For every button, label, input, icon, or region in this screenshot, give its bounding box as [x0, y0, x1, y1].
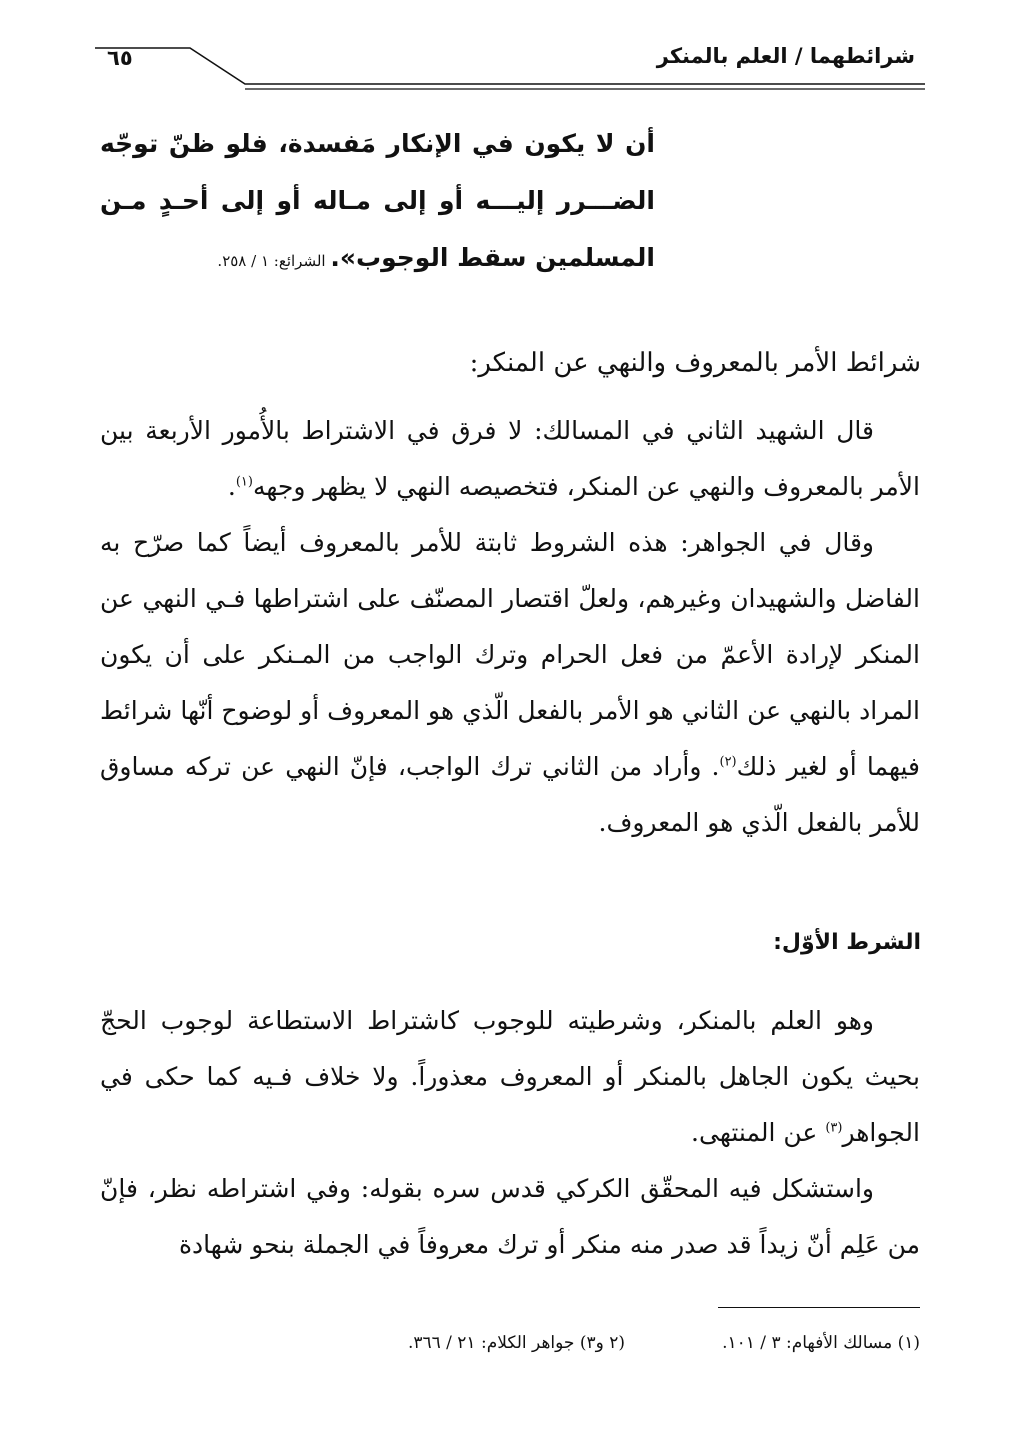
- paragraph-text: واستشكل فيه المحقّق الكركي قدس سره بقوله: وفي اشتراطه نظر، فإنّ من عَلِم أنّ زيداً قد صدر منه منكر أو ترك معروفاً في الجملة بنحو شهادة: [100, 1174, 920, 1259]
- page-header: [95, 30, 925, 100]
- page-number: ٦٥: [107, 46, 133, 70]
- condition-heading: الشرط الأوّل:: [773, 930, 921, 955]
- paragraph: [100, 403, 920, 515]
- paragraph: [100, 993, 920, 1161]
- paragraph: [100, 515, 920, 851]
- condition-body: [100, 993, 920, 1273]
- paragraph-end: عن المنتهى.: [691, 1118, 826, 1147]
- quote-text: أن لا يكون في الإنكار مَفسدة، فلو ظنّ توجّه الضـــرر إليـــه أو إلى مـاله أو إلى أحـدٍ مـن المسلمين سقط الوجوب».: [100, 129, 655, 272]
- paragraph-end: . وأراد من الثاني ترك الواجب، فإنّ النهي عن تركه مساوق للأمر بالفعل الّذي هو المعروف.: [100, 752, 920, 837]
- footnote-2: (٢ و٣) جواهر الكلام: ٢١ / ٣٦٦.: [407, 1333, 625, 1353]
- section-body: [100, 403, 920, 851]
- footnote-ref: (٣): [825, 1120, 843, 1136]
- footnote-ref: (٢): [719, 754, 737, 770]
- paragraph-text: وقال في الجواهر: هذه الشروط ثابتة للأمر بالمعروف أيضاً كما صرّح به الفاضل والشهيدان وغيرهم، ولعلّ اقتصار المصنّف على اشتراطها فـي النهي عن المنكر لإرادة الأعمّ من فعل الحرام وترك الواجب من المـنكر على أن يكون المراد بالنهي عن الثاني هو الأمر بالفعل الّذي هو المعروف أو لوضوح أنّها شرائط فيهما أو لغير ذلك: [100, 528, 920, 781]
- quote-citation: الشرائع: ١ / ٢٥٨.: [217, 252, 331, 270]
- running-title: شرائطهما / العلم بالمنكر: [656, 44, 915, 68]
- section-heading: شرائط الأمر بالمعروف والنهي عن المنكر:: [469, 348, 921, 378]
- footnote-rule: [718, 1307, 920, 1308]
- paragraph-text: قال الشهيد الثاني في المسالك: لا فرق في الاشتراط بالأُمور الأربعة بين الأمر بالمعروف والنهي عن المنكر، فتخصيصه النهي لا يظهر وجهه: [100, 416, 920, 501]
- footnote-ref: (١): [235, 474, 253, 490]
- paragraph: [100, 1161, 920, 1273]
- footnote-1: (١) مسالك الأفهام: ٣ / ١٠١.: [722, 1333, 920, 1353]
- footnotes: [100, 1333, 920, 1363]
- paragraph-text: وهو العلم بالمنكر، وشرطيته للوجوب كاشتراط الاستطاعة لوجوب الحجّ بحيث يكون الجاهل بالمنكر أو المعروف معذوراً. ولا خلاف فـيه كما حكى في الجواهر: [100, 1006, 920, 1147]
- paragraph-end: .: [227, 472, 236, 501]
- quote-block: [100, 115, 655, 290]
